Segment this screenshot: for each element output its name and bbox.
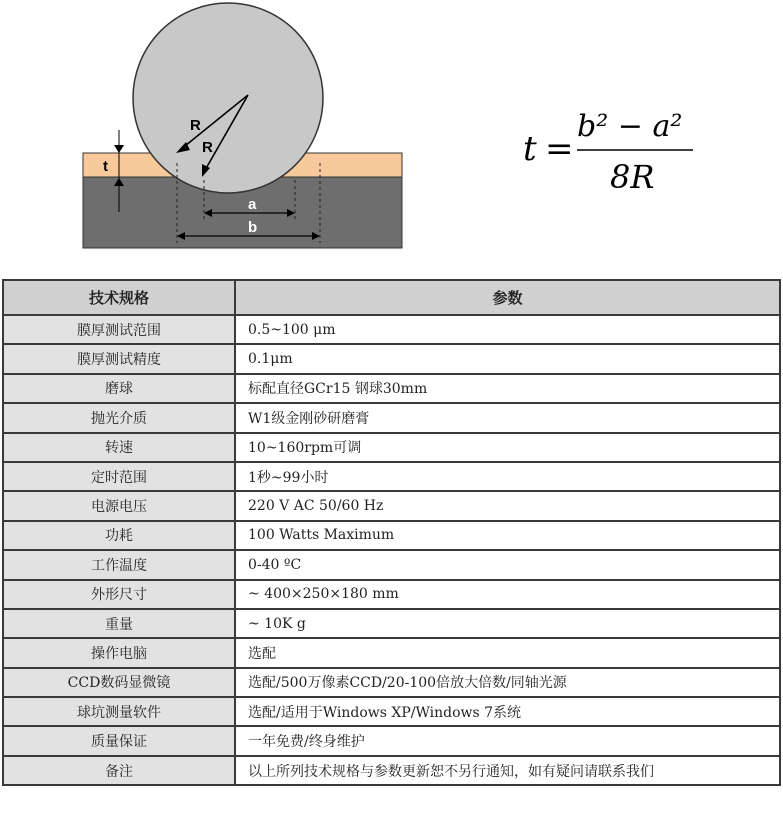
spec-name-cell: 电源电压 bbox=[3, 491, 235, 520]
table-row bbox=[3, 550, 780, 579]
spec-value-cell: 0.5~100 μm bbox=[235, 315, 780, 344]
formula-lhs: t bbox=[523, 129, 537, 169]
spec-name-cell: 定时范围 bbox=[3, 462, 235, 491]
table-row bbox=[3, 638, 780, 667]
chord-a-label: a bbox=[248, 196, 257, 213]
spec-name-cell: 外形尺寸 bbox=[3, 580, 235, 609]
spec-name-cell: 重量 bbox=[3, 609, 235, 638]
spec-name-cell: 球坑测量软件 bbox=[3, 697, 235, 726]
spec-table bbox=[2, 279, 781, 786]
spec-value-cell: 10~160rpm可调 bbox=[235, 433, 780, 462]
radius-label-1: R bbox=[190, 117, 201, 134]
header-spec: 技术规格 bbox=[3, 280, 235, 315]
spec-value-cell: 选配 bbox=[235, 638, 780, 667]
spec-name-cell: 抛光介质 bbox=[3, 403, 235, 432]
spec-value-cell: 标配直径GCr15 钢球30mm bbox=[235, 374, 780, 403]
spec-name-cell: 磨球 bbox=[3, 374, 235, 403]
spec-name-cell: 操作电脑 bbox=[3, 638, 235, 667]
spec-name-cell: 膜厚测试范围 bbox=[3, 315, 235, 344]
spec-value-cell: 0.1μm bbox=[235, 344, 780, 373]
table-row bbox=[3, 521, 780, 550]
formula-denominator: 8R bbox=[610, 158, 655, 196]
thickness-formula bbox=[515, 98, 715, 198]
table-row bbox=[3, 433, 780, 462]
table-row bbox=[3, 462, 780, 491]
spec-value-cell: 选配/500万像素CCD/20-100倍放大倍数/同轴光源 bbox=[235, 668, 780, 697]
table-row bbox=[3, 580, 780, 609]
table-row bbox=[3, 403, 780, 432]
spec-value-cell: 100 Watts Maximum bbox=[235, 521, 780, 550]
spec-name-cell: 备注 bbox=[3, 756, 235, 785]
spec-value-cell: ~ 400×250×180 mm bbox=[235, 580, 780, 609]
table-row bbox=[3, 726, 780, 755]
table-row bbox=[3, 609, 780, 638]
table-row bbox=[3, 374, 780, 403]
header-param: 参数 bbox=[235, 280, 780, 315]
spec-value-cell: 以上所列技术规格与参数更新恕不另行通知，如有疑问请联系我们 bbox=[235, 756, 780, 785]
formula-numerator: b² − a² bbox=[577, 109, 683, 144]
spec-name-cell: 转速 bbox=[3, 433, 235, 462]
table-row bbox=[3, 491, 780, 520]
spec-table-body bbox=[3, 315, 780, 785]
spec-name-cell: 膜厚测试精度 bbox=[3, 344, 235, 373]
table-row bbox=[3, 668, 780, 697]
table-row bbox=[3, 697, 780, 726]
spec-value-cell: 220 V AC 50/60 Hz bbox=[235, 491, 780, 520]
table-row bbox=[3, 315, 780, 344]
table-header-row bbox=[3, 280, 780, 315]
grinding-ball bbox=[133, 3, 323, 193]
spec-name-cell: 功耗 bbox=[3, 521, 235, 550]
thickness-label: t bbox=[103, 158, 108, 175]
spec-value-cell: ~ 10K g bbox=[235, 609, 780, 638]
table-row bbox=[3, 344, 780, 373]
spec-name-cell: 质量保证 bbox=[3, 726, 235, 755]
spec-value-cell: 选配/适用于Windows XP/Windows 7系统 bbox=[235, 697, 780, 726]
table-row bbox=[3, 756, 780, 785]
spec-value-cell: 1秒~99小时 bbox=[235, 462, 780, 491]
spec-name-cell: 工作温度 bbox=[3, 550, 235, 579]
radius-label-2: R bbox=[202, 139, 213, 156]
spec-value-cell: W1级金刚砂研磨膏 bbox=[235, 403, 780, 432]
formula-equals: = bbox=[545, 129, 574, 169]
spec-value-cell: 一年免费/终身维护 bbox=[235, 726, 780, 755]
spec-name-cell: CCD数码显微镜 bbox=[3, 668, 235, 697]
spec-value-cell: 0-40 ºC bbox=[235, 550, 780, 579]
chord-b-label: b bbox=[248, 219, 258, 236]
